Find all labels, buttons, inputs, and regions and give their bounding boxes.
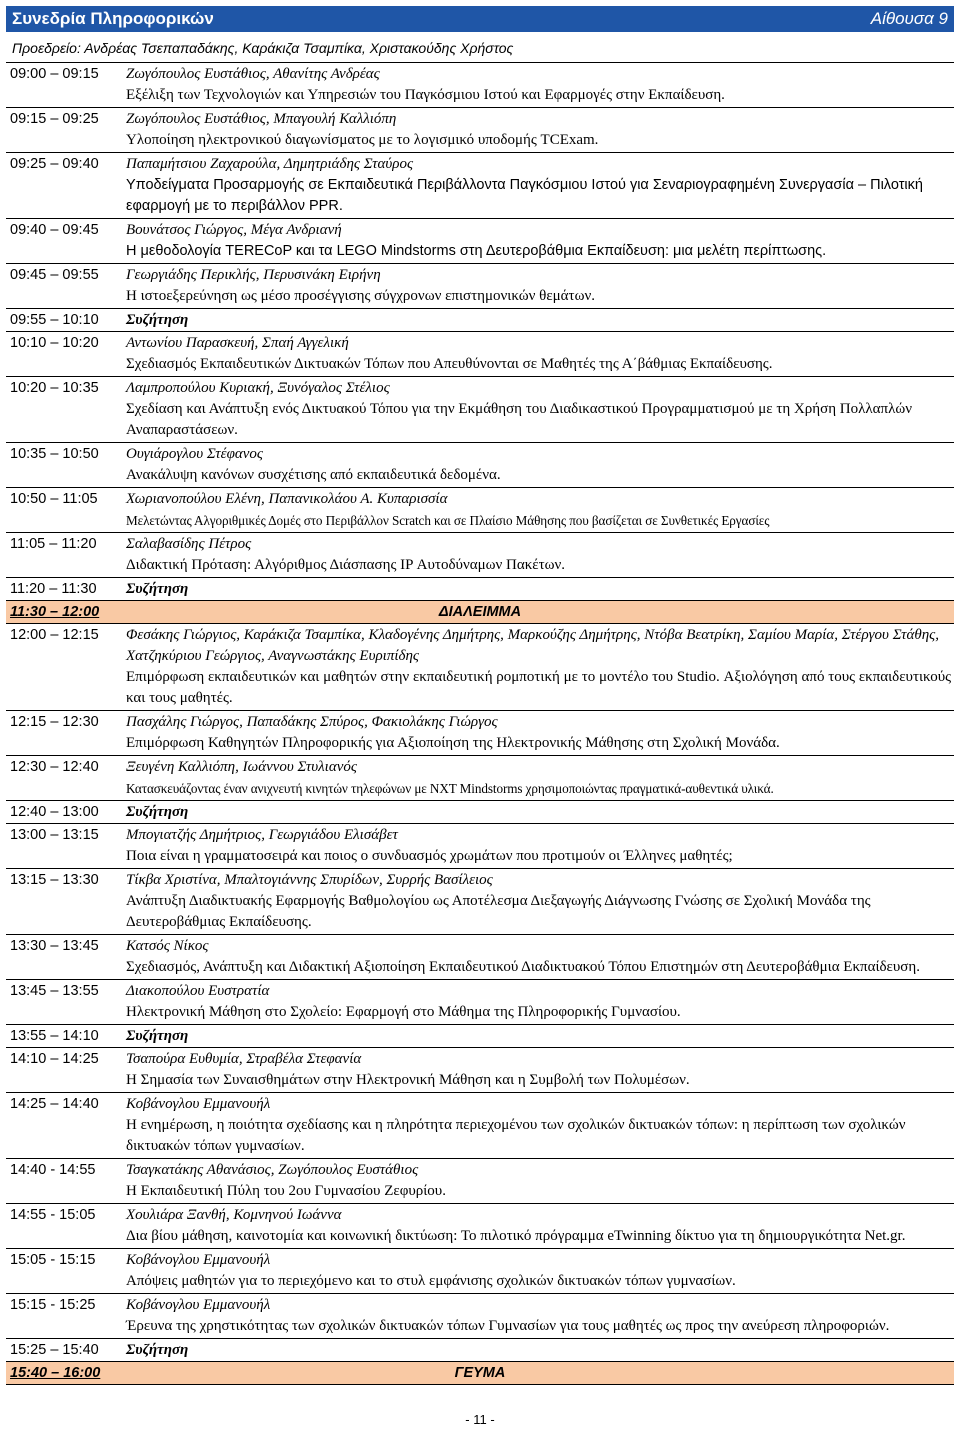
- table-row: [6, 332, 954, 377]
- session-title: Συνεδρία Πληροφορικών: [12, 9, 214, 28]
- time-slot: 09:15 – 09:25: [6, 108, 122, 153]
- room-label: Αίθουσα 9: [870, 9, 948, 28]
- time-slot: 12:15 – 12:30: [6, 711, 122, 756]
- time-slot: 10:10 – 10:20: [6, 332, 122, 377]
- presentation-cell: [122, 1159, 954, 1204]
- discussion-label: Συζήτηση: [126, 1342, 189, 1358]
- table-row: [6, 756, 954, 801]
- table-row: [6, 624, 954, 711]
- time-slot: 15:25 – 15:40: [6, 1339, 122, 1362]
- presentation-cell: [122, 153, 954, 219]
- time-slot: 09:00 – 09:15: [6, 63, 122, 108]
- discussion-row: [6, 801, 954, 824]
- table-row: [6, 264, 954, 309]
- discussion-label: Συζήτηση: [126, 804, 189, 820]
- break-row: [6, 601, 954, 624]
- presentation-title: Υλοποίηση ηλεκτρονικού διαγωνίσματος με το λογισμικό υποδομής TCExam.: [126, 132, 599, 148]
- table-row: [6, 377, 954, 443]
- presentation-cell: [122, 108, 954, 153]
- time-slot: 13:00 – 13:15: [6, 824, 122, 869]
- presentation-title: Διδακτική Πρόταση: Αλγόριθμος Διάσπασης IP Αυτοδύναμων Πακέτων.: [126, 557, 566, 573]
- presentation-authors: Ζωγόπουλος Ευστάθιος, Μπαγουλή Καλλιόπη: [126, 111, 397, 127]
- table-row: [6, 935, 954, 980]
- time-slot: 14:25 – 14:40: [6, 1093, 122, 1159]
- table-row: [6, 1294, 954, 1339]
- time-slot: 13:45 – 13:55: [6, 980, 122, 1025]
- presentation-title: Η Σημασία των Συναισθημάτων στην Ηλεκτρονική Μάθηση και η Συμβολή των Πολυμέσων.: [126, 1072, 690, 1088]
- presentation-authors: Χουλιάρα Ξανθή, Κομνηνού Ιωάννα: [126, 1207, 342, 1223]
- table-row: [6, 219, 954, 264]
- discussion-cell: [122, 1025, 954, 1048]
- presentation-authors: Φεσάκης Γιώργιος, Καράκιζα Τσαμπίκα, Κλαδογένης Δημήτρης, Μαρκούζης Δημήτρης, Ντόβα Βεατρίκη, Σαμίου Μαρία, Στέργου Στάθης, Χατζηκύριου Γεώργιος, Αναγνωστάκης Ευριπίδης: [126, 627, 939, 664]
- presentation-cell: [122, 219, 954, 264]
- presentation-authors: Τσαγκατάκης Αθανάσιος, Ζωγόπουλος Ευστάθιος: [126, 1162, 419, 1178]
- presentation-authors: Ζωγόπουλος Ευστάθιος, Αθανίτης Ανδρέας: [126, 66, 380, 82]
- presentation-authors: Τσαπούρα Ευθυμία, Στραβέλα Στεφανία: [126, 1051, 362, 1067]
- presentation-cell: [122, 1294, 954, 1339]
- time-slot: 11:30 – 12:00: [6, 601, 122, 624]
- discussion-label: Συζήτηση: [126, 312, 189, 328]
- presentation-cell: [122, 1093, 954, 1159]
- presentation-cell: [122, 980, 954, 1025]
- presentation-title: Εξέλιξη των Τεχνολογιών και Υπηρεσιών του Παγκόσμιου Ιστού και Εφαρμογές στην Εκπαίδευση.: [126, 87, 725, 103]
- table-row: [6, 1159, 954, 1204]
- presentation-authors: Γεωργιάδης Περικλής, Περυσινάκη Ειρήνη: [126, 267, 381, 283]
- presentation-cell: [122, 756, 954, 801]
- presentation-authors: Πασχάλης Γιώργος, Παπαδάκης Σπύρος, Φακιολάκης Γιώργος: [126, 714, 498, 730]
- table-row: [6, 153, 954, 219]
- time-slot: 11:05 – 11:20: [6, 533, 122, 578]
- program-page: [6, 6, 954, 1385]
- break-label: ΓΕΥΜΑ: [122, 1362, 954, 1385]
- presentation-cell: [122, 332, 954, 377]
- presentation-title: Έρευνα της χρηστικότητας των σχολικών δικτυακών τόπων Γυμνασίων για τους μαθητές ως προς την ανεύρεση πληροφοριών.: [126, 1318, 890, 1334]
- time-slot: 09:40 – 09:45: [6, 219, 122, 264]
- time-slot: 09:25 – 09:40: [6, 153, 122, 219]
- discussion-cell: [122, 578, 954, 601]
- presentation-authors: Κοβάνογλου Εμμανουήλ: [126, 1096, 271, 1112]
- time-slot: 14:10 – 14:25: [6, 1048, 122, 1093]
- discussion-row: [6, 309, 954, 332]
- discussion-row: [6, 1339, 954, 1362]
- table-row: [6, 824, 954, 869]
- presentation-cell: [122, 1048, 954, 1093]
- presentation-cell: [122, 711, 954, 756]
- presentation-cell: [122, 377, 954, 443]
- table-row: [6, 1204, 954, 1249]
- discussion-row: [6, 578, 954, 601]
- table-row: [6, 711, 954, 756]
- discussion-cell: [122, 309, 954, 332]
- time-slot: 15:40 – 16:00: [6, 1362, 122, 1385]
- presentation-title: Επιμόρφωση Καθηγητών Πληροφορικής για Αξιοποίηση της Ηλεκτρονικής Μάθησης στη Σχολική Μονάδα.: [126, 735, 780, 751]
- presentation-cell: [122, 824, 954, 869]
- table-row: [6, 1048, 954, 1093]
- table-row: [6, 443, 954, 488]
- presentation-title: Απόψεις μαθητών για το περιεχόμενο και το στυλ εμφάνισης σχολικών δικτυακών τόπων γυμνασίων.: [126, 1273, 736, 1289]
- discussion-cell: [122, 801, 954, 824]
- table-row: [6, 63, 954, 108]
- time-slot: 10:20 – 10:35: [6, 377, 122, 443]
- presentation-authors: Τίκβα Χριστίνα, Μπαλτογιάννης Σπυρίδων, Συρρής Βασίλειος: [126, 872, 493, 888]
- time-slot: 13:15 – 13:30: [6, 869, 122, 935]
- table-row: [6, 488, 954, 533]
- presentation-authors: Κοβάνογλου Εμμανουήλ: [126, 1252, 271, 1268]
- presentation-authors: Ξευγένη Καλλιόπη, Ιωάννου Στυλιανός: [126, 759, 357, 775]
- session-header: [6, 6, 954, 32]
- presentation-cell: [122, 443, 954, 488]
- time-slot: 15:05 - 15:15: [6, 1249, 122, 1294]
- time-slot: 15:15 - 15:25: [6, 1294, 122, 1339]
- presentation-authors: Διακοπούλου Ευστρατία: [126, 983, 270, 999]
- time-slot: 09:45 – 09:55: [6, 264, 122, 309]
- time-slot: 10:50 – 11:05: [6, 488, 122, 533]
- time-slot: 12:30 – 12:40: [6, 756, 122, 801]
- presentation-cell: [122, 264, 954, 309]
- break-row: [6, 1362, 954, 1385]
- presentation-authors: Βουνάτσος Γιώργος, Μέγα Ανδριανή: [126, 222, 342, 238]
- presentation-cell: [122, 869, 954, 935]
- table-row: [6, 869, 954, 935]
- presentation-cell: [122, 1249, 954, 1294]
- presentation-title: Υποδείγματα Προσαρμογής σε Εκπαιδευτικά Περιβάλλοντα Παγκόσμιου Ιστού για Σεναριογραφημένη Συνεργασία – Πιλοτική εφαρμογή με το περιβάλλον PPR.: [126, 177, 923, 214]
- presentation-title: Ανάπτυξη Διαδικτυακής Εφαρμογής Βαθμολογίου ως Αποτέλεσμα Διεξαγωγής Διάγνωσης Γνώσης σε Σχολική Μονάδα της Δευτεροβάθμιας Εκπαίδευσης.: [126, 893, 871, 930]
- presentation-cell: [122, 1204, 954, 1249]
- presentation-cell: [122, 533, 954, 578]
- presentation-authors: Ουγιάρογλου Στέφανος: [126, 446, 264, 462]
- time-slot: 10:35 – 10:50: [6, 443, 122, 488]
- time-slot: 13:30 – 13:45: [6, 935, 122, 980]
- presentation-title: Σχεδίαση και Ανάπτυξη ενός Δικτυακού Τόπου για την Εκμάθηση του Διαδικαστικού Προγραμματισμού με τη Χρήση Πολλαπλών Αναπαραστάσεων.: [126, 401, 913, 438]
- presentation-cell: [122, 63, 954, 108]
- time-slot: 11:20 – 11:30: [6, 578, 122, 601]
- time-slot: 12:40 – 13:00: [6, 801, 122, 824]
- presentation-title: Επιμόρφωση εκπαιδευτικών και μαθητών στην εκπαιδευτική ρομποτική με το μοντέλο του Studio. Αξιολόγηση από τους εκπαιδευτικούς και τους μαθητές.: [126, 669, 952, 706]
- page-number: - 11 -: [465, 1412, 495, 1427]
- presentation-title: Η ιστοεξερεύνηση ως μέσο προσέγγισης σύγχρονων επιστημονικών θεμάτων.: [126, 288, 595, 304]
- break-label: ΔΙΑΛΕΙΜΜΑ: [122, 601, 954, 624]
- presentation-title: Σχεδιασμός, Ανάπτυξη και Διδακτική Αξιοποίηση Εκπαιδευτικού Διαδικτυακού Τόπου Επιστημών στη Δευτεροβάθμια Εκπαίδευση.: [126, 959, 920, 975]
- time-slot: 14:55 - 15:05: [6, 1204, 122, 1249]
- discussion-label: Συζήτηση: [126, 1028, 189, 1044]
- presentation-authors: Κοβάνογλου Εμμανουήλ: [126, 1297, 271, 1313]
- presentation-title: Κατασκευάζοντας έναν ανιχνευτή κινητών τηλεφώνων με NXT Mindstorms χρησιμοποιώντας πραγματικά-αυθεντικά υλικά.: [126, 781, 774, 796]
- presentation-title: Η μεθοδολογία TERECoP και τα LEGO Mindstorms στη Δευτεροβάθμια Εκπαίδευση: μια μελέτη περίπτωσης.: [126, 243, 827, 259]
- discussion-label: Συζήτηση: [126, 581, 189, 597]
- presentation-authors: Μπογιατζής Δημήτριος, Γεωργιάδου Ελισάβετ: [126, 827, 398, 843]
- presentation-authors: Χωριανοπούλου Ελένη, Παπανικολάου Α. Κυπαρισσία: [126, 491, 448, 507]
- presentation-title: Η Εκπαιδευτική Πύλη του 2ου Γυμνασίου Ζεφυρίου.: [126, 1183, 446, 1199]
- presentation-authors: Σαλαβασίδης Πέτρος: [126, 536, 252, 552]
- table-row: [6, 980, 954, 1025]
- presentation-cell: [122, 624, 954, 711]
- discussion-cell: [122, 1339, 954, 1362]
- presentation-title: Μελετώντας Αλγοριθμικές Δομές στο Περιβάλλον Scratch και σε Πλαίσιο Μάθησης που βασίζεται σε Συνθετικές Εργασίες: [126, 513, 770, 528]
- table-row: [6, 1093, 954, 1159]
- presentation-cell: [122, 488, 954, 533]
- chair-line: Προεδρείο: Ανδρέας Τσεπαπαδάκης, Καράκιζα Τσαμπίκα, Χριστακούδης Χρήστος: [12, 40, 514, 56]
- presentation-authors: Κατσός Νίκος: [126, 938, 209, 954]
- discussion-row: [6, 1025, 954, 1048]
- presentation-title: Δια βίου μάθηση, καινοτομία και κοινωνική δικτύωση: Το πιλοτικό πρόγραμμα eTwinning δίκτυο για τη δημιουργικότητα Net.gr.: [126, 1228, 906, 1244]
- presentation-title: Ανακάλυψη κανόνων συσχέτισης από εκπαιδευτικά δεδομένα.: [126, 467, 501, 483]
- time-slot: 12:00 – 12:15: [6, 624, 122, 711]
- presentation-authors: Λαμπροπούλου Κυριακή, Ξυνόγαλος Στέλιος: [126, 380, 390, 396]
- presentation-title: Η ενημέρωση, η ποιότητα σχεδίασης και η πληρότητα περιεχομένου των σχολικών δικτυακών τόπων: η περίπτωση των σχολικών δικτυακών τόπων γυμνασίων.: [126, 1117, 906, 1154]
- presentation-title: Ηλεκτρονική Μάθηση στο Σχολείο: Εφαρμογή στο Μάθημα της Πληροφορικής Γυμνασίου.: [126, 1004, 681, 1020]
- table-row: [6, 533, 954, 578]
- table-row: [6, 1249, 954, 1294]
- table-row: [6, 108, 954, 153]
- presentation-authors: Αντωνίου Παρασκευή, Σπαή Αγγελική: [126, 335, 349, 351]
- time-slot: 09:55 – 10:10: [6, 309, 122, 332]
- time-slot: 13:55 – 14:10: [6, 1025, 122, 1048]
- presentation-title: Ποια είναι η γραμματοσειρά και ποιος ο συνδυασμός χρωμάτων που προτιμούν οι Έλληνες μαθητές;: [126, 848, 733, 864]
- schedule-table: [6, 62, 954, 1385]
- presentation-title: Σχεδιασμός Εκπαιδευτικών Δικτυακών Τόπων που Απευθύνονται σε Μαθητές της Α΄βάθμιας Εκπαίδευσης.: [126, 356, 773, 372]
- presentation-cell: [122, 935, 954, 980]
- presentation-authors: Παπαμήτσιου Ζαχαρούλα, Δημητριάδης Σταύρος: [126, 156, 414, 172]
- time-slot: 14:40 - 14:55: [6, 1159, 122, 1204]
